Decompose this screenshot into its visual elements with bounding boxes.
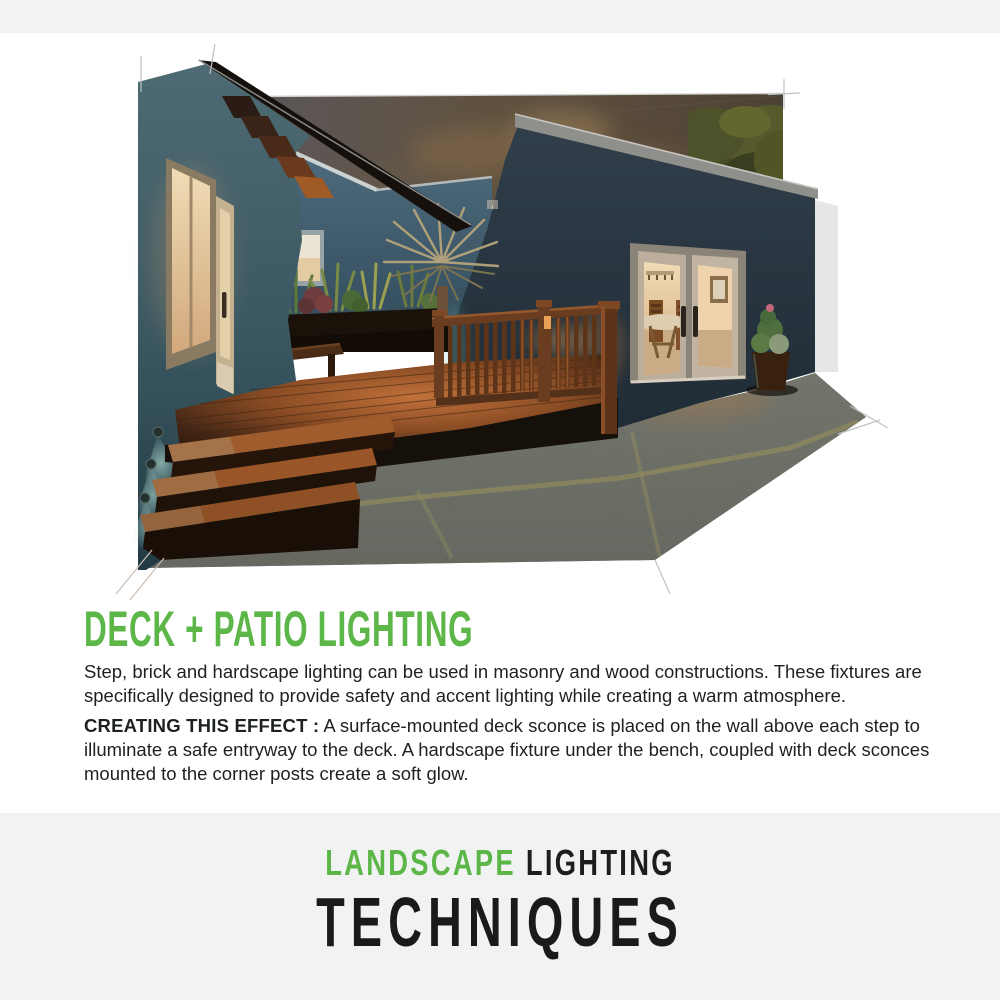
brand-lockup (0, 840, 1000, 961)
effect-description (84, 714, 960, 786)
brand-landscape: LANDSCAPE (325, 842, 516, 883)
effect-text: A surface-mounted deck sconce is placed on the wall above each step to illuminate a safe entryway to the deck. A hardscape fixture under the bench, coupled with deck sconces mounted to the corner posts create a soft glow. (84, 715, 930, 784)
brand-lighting: LIGHTING (515, 842, 675, 883)
effect-label: CREATING THIS EFFECT : (84, 715, 320, 736)
section-title: DECK + PATIO LIGHTING (84, 601, 474, 657)
backdrop-panel (815, 200, 838, 372)
brand-techniques: TECHNIQUES (316, 883, 684, 961)
brand-line-1 (120, 840, 880, 885)
french-doors (630, 243, 746, 383)
section-description: Step, brick and hardscape lighting can be used in masonry and wood constructions. These fixtures are specifically designed to provide safety and accent lighting while creating a warm atmosphere. (84, 661, 922, 706)
